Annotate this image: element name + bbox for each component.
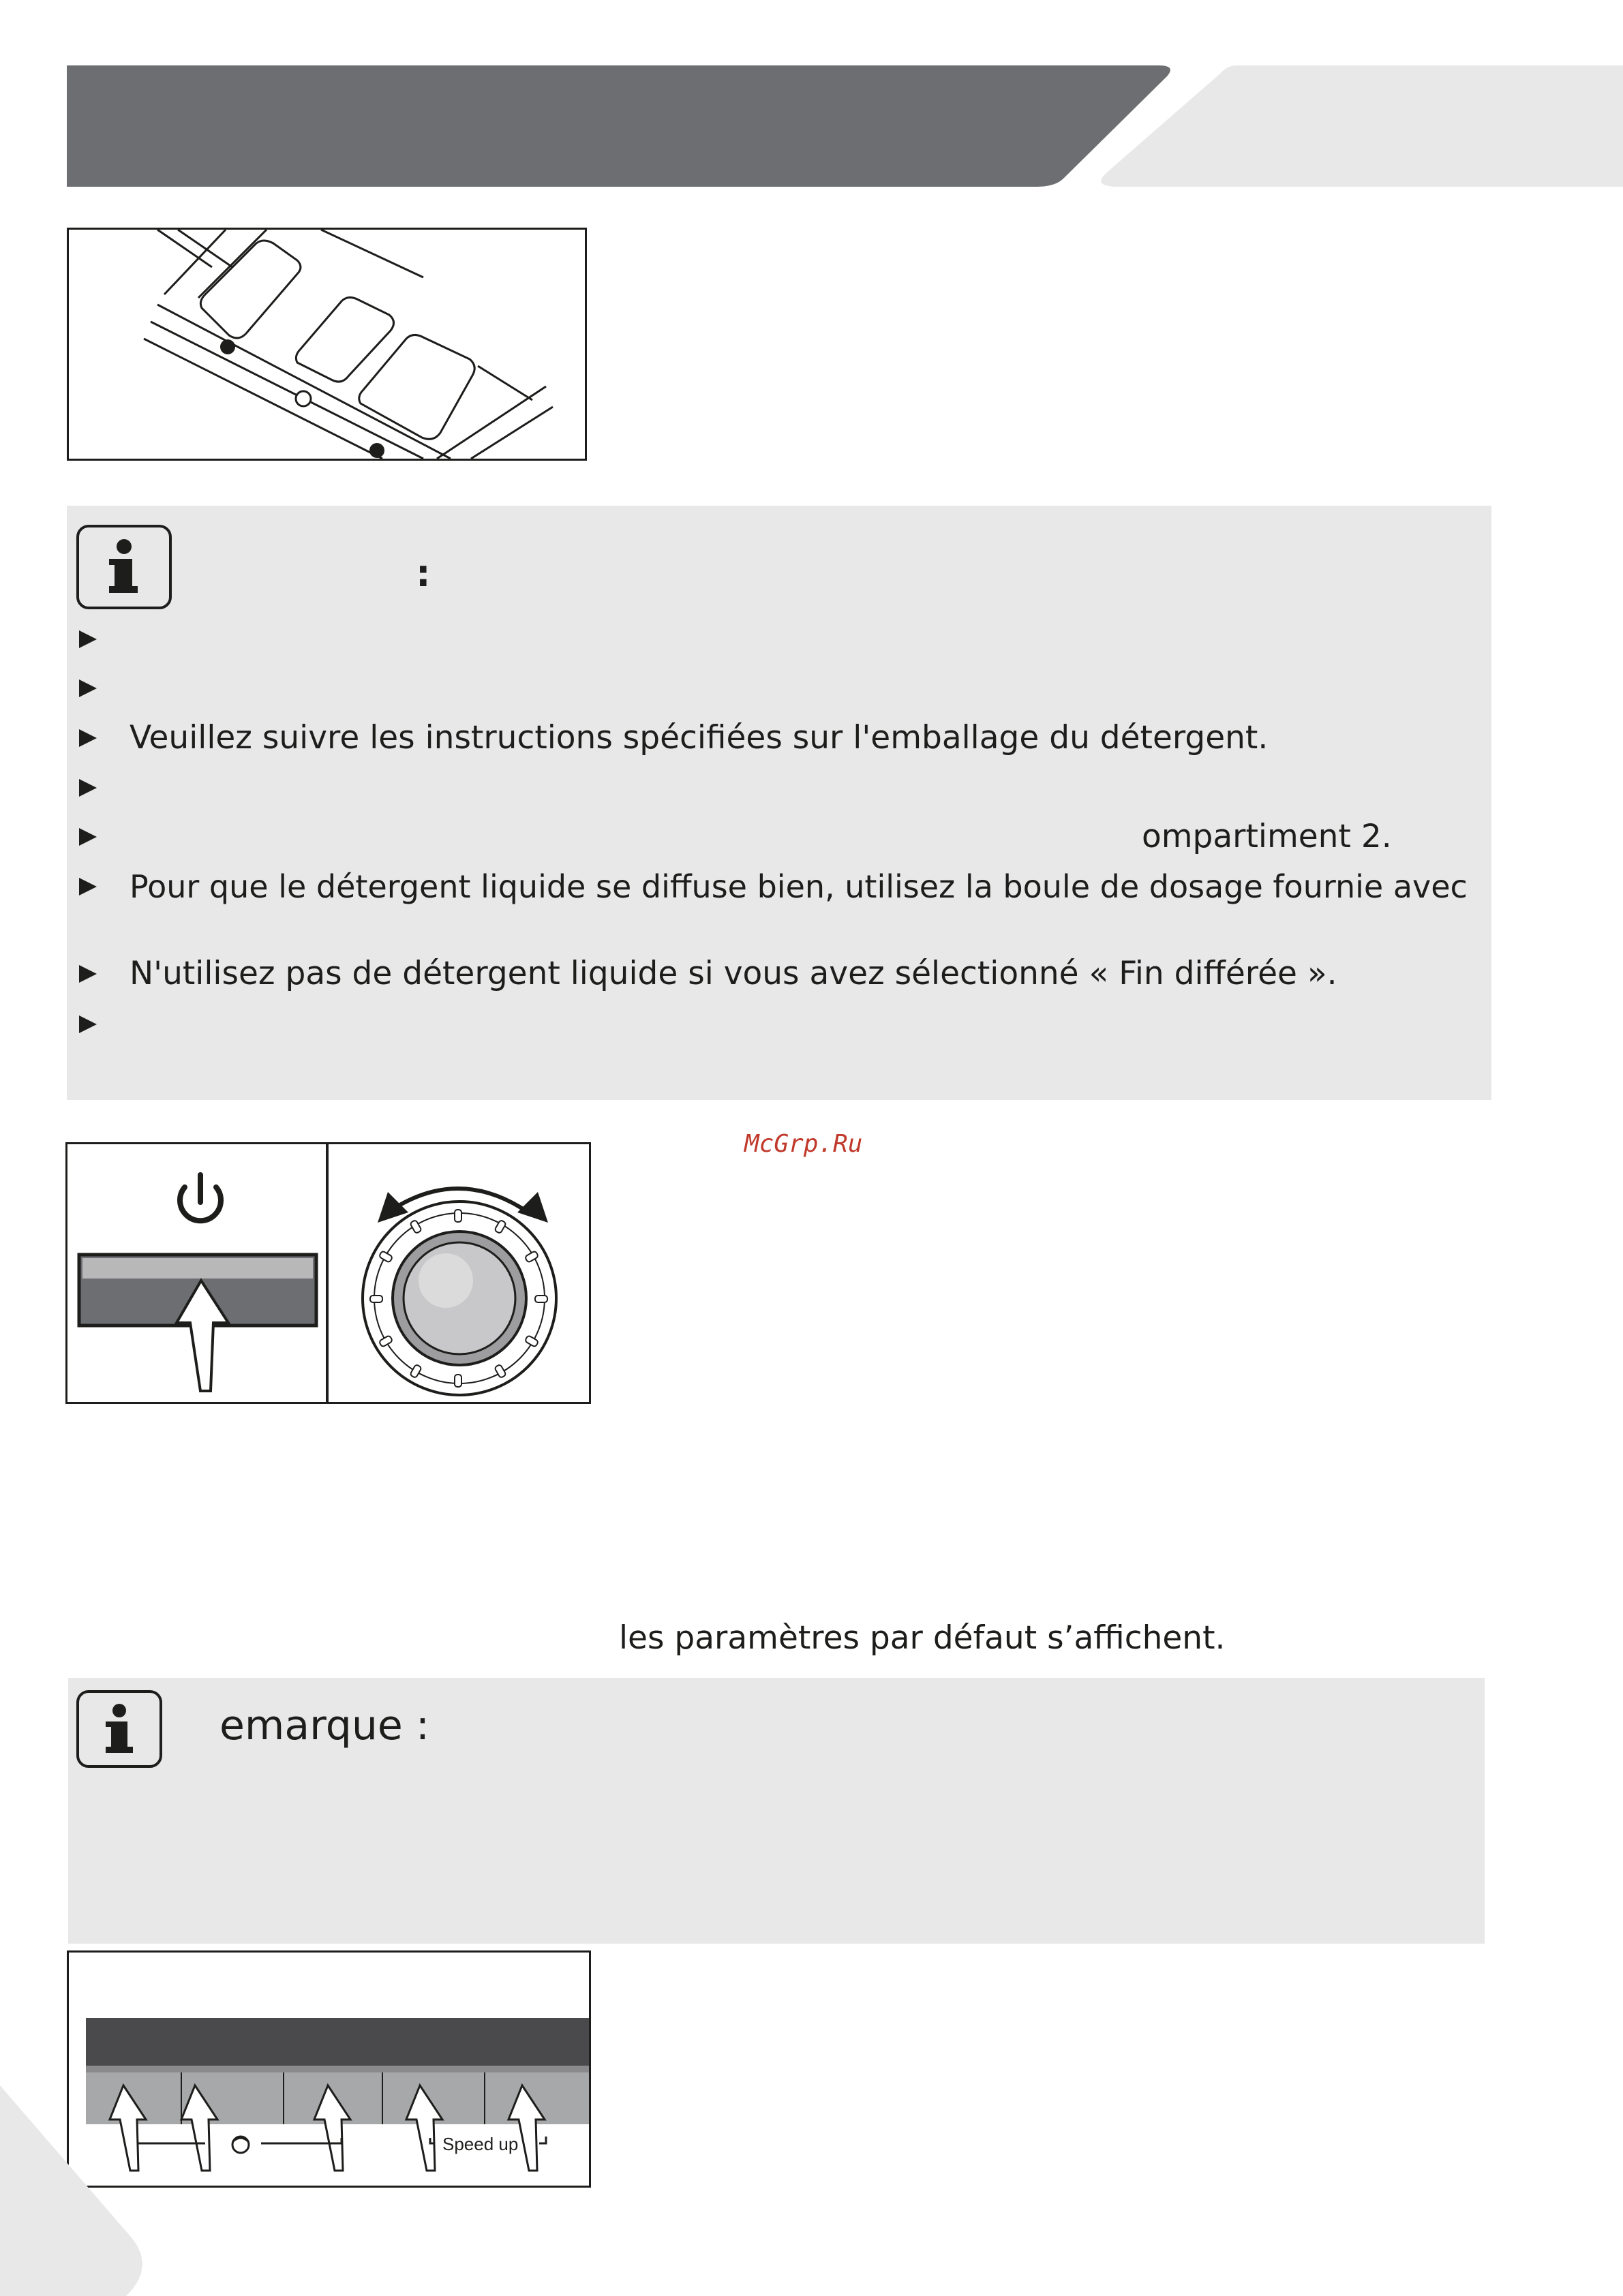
speed-up-label: Speed up <box>442 2134 519 2154</box>
bullet-marker <box>79 828 97 846</box>
child-lock-icon <box>232 2137 249 2153</box>
bullet-marker <box>79 1015 97 1033</box>
bullet-marker <box>79 965 97 983</box>
footer-corner <box>0 2085 157 2296</box>
bullet-text-6: Pour que le détergent liquide se diffuse bien, utilisez la boule de dosage fournie avec <box>130 868 1468 905</box>
bullet-marker <box>79 679 97 697</box>
bullet-marker <box>79 630 97 648</box>
power-dial-figure <box>65 1142 591 1404</box>
bullet-text-5: ompartiment 2. <box>1142 818 1392 855</box>
bullet-text-3: Veuillez suivre les instructions spécifiées sur l'emballage du détergent. <box>130 719 1269 756</box>
info-box-detergent <box>67 506 1491 1100</box>
info-box-1-title: : <box>416 552 431 595</box>
bullet-text-7: N'utilisez pas de détergent liquide si vous avez sélectionné « Fin différée ». <box>130 955 1337 992</box>
header-bar <box>0 0 1623 204</box>
bullet-marker <box>79 779 97 797</box>
compartment-1-mark <box>369 443 384 458</box>
bullet-marker <box>79 729 97 747</box>
watermark: McGrp.Ru <box>744 1130 863 1158</box>
program-dial-icon <box>363 1189 556 1395</box>
remark-title: emarque : <box>219 1702 430 1749</box>
detergent-drawer-figure <box>67 228 587 461</box>
power-icon <box>180 1175 221 1221</box>
fabric-softener-icon <box>296 391 311 406</box>
info-icon <box>76 525 172 609</box>
info-icon <box>76 1690 162 1768</box>
detergent-drawer-illustration <box>69 230 585 459</box>
default-params-text: les paramètres par défaut s’affichent. <box>619 1619 1226 1657</box>
compartment-2-mark <box>220 339 235 354</box>
bullet-marker <box>79 878 97 896</box>
